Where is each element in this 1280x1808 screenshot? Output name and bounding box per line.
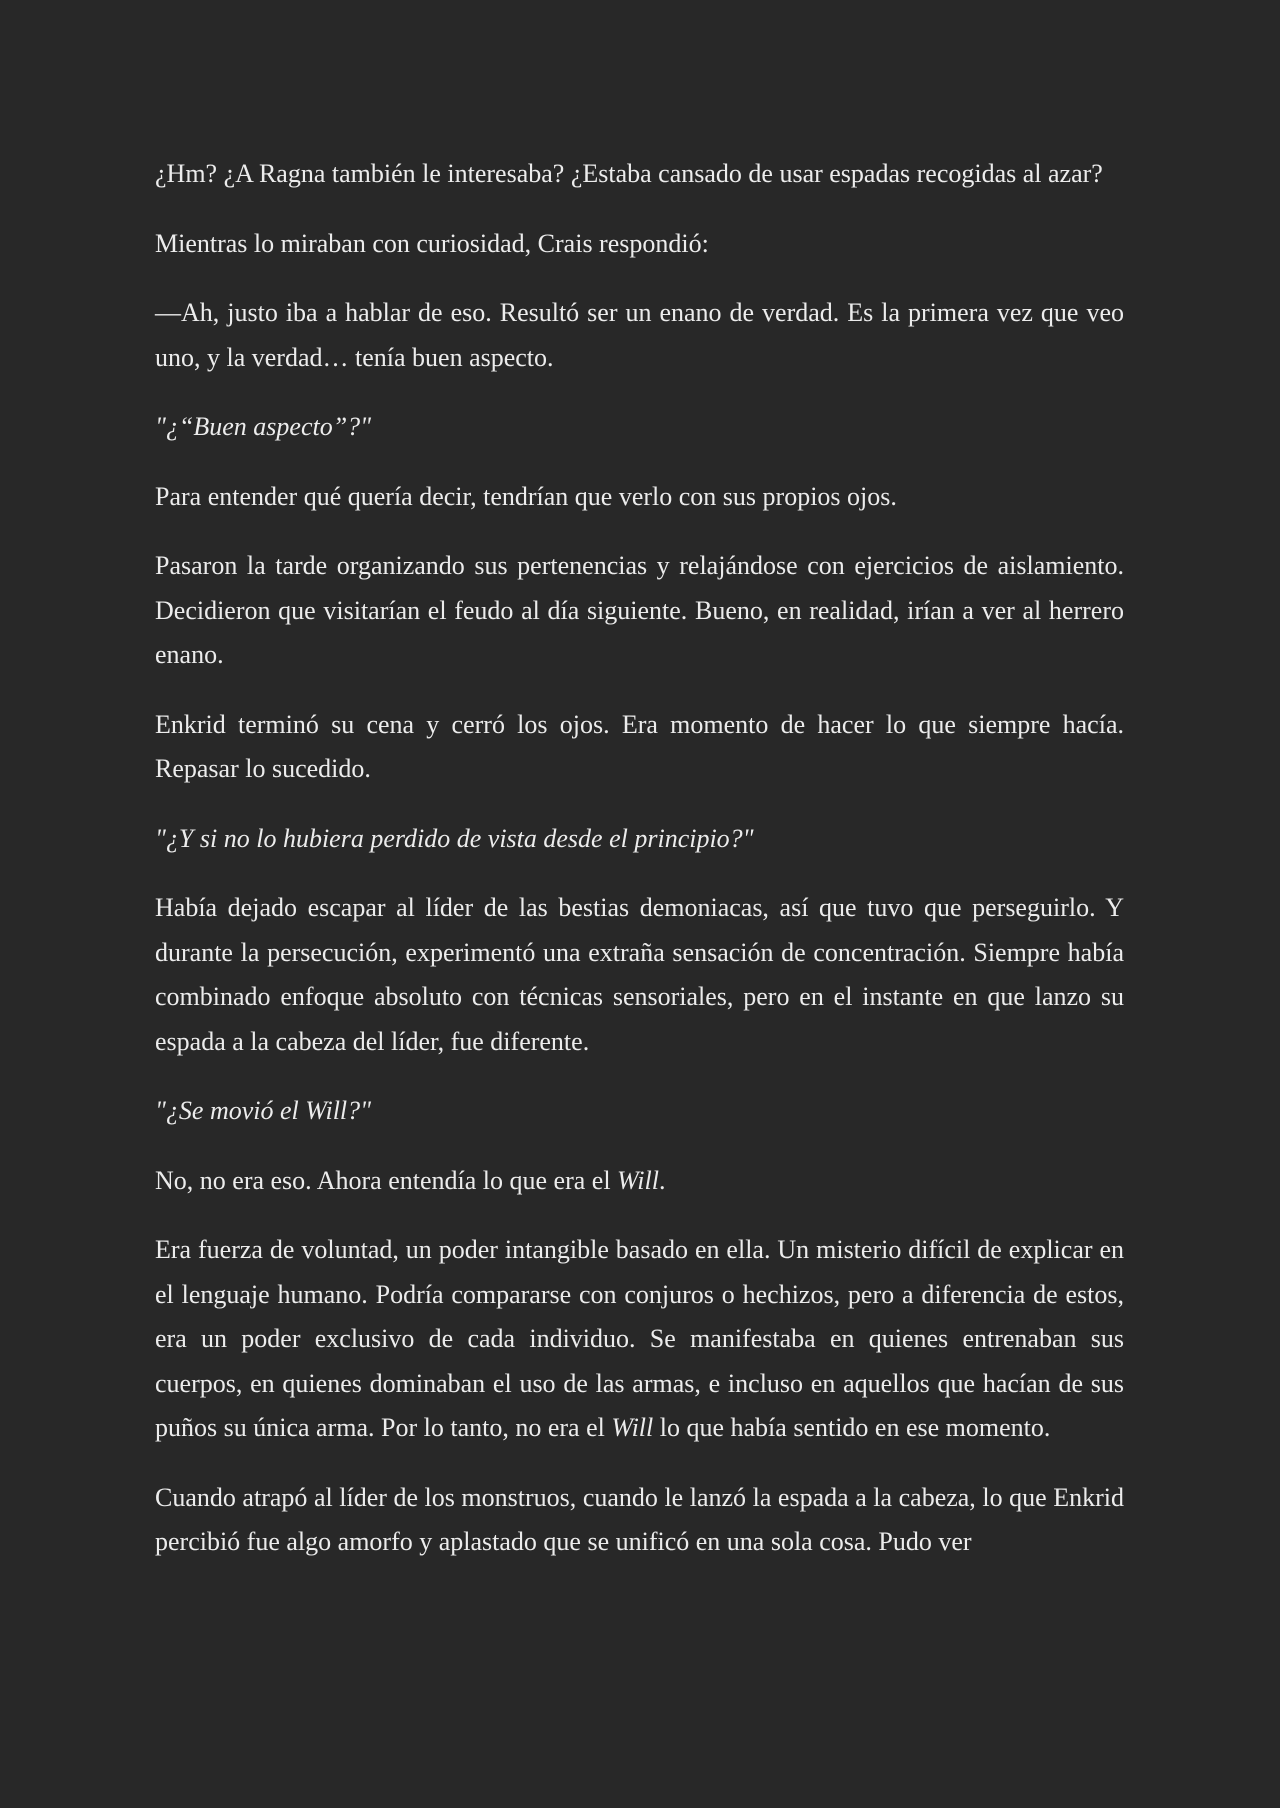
inner-thought: "¿Y si no lo hubiera perdido de vista desde el principio?" [155, 823, 754, 853]
inner-thought: "¿“Buen aspecto”?" [155, 412, 372, 441]
emphasized-term: Will [611, 1413, 654, 1442]
paragraph-text: . [658, 1165, 666, 1195]
paragraph [155, 1159, 1124, 1204]
paragraph: Pasaron la tarde organizando sus pertenencias y relajándose con ejercicios de aislamiento. Decidieron que visitarían el feudo al día siguiente. Bueno, en realidad, irían a ver al herrero enano. [155, 551, 1124, 669]
paragraph: Enkrid terminó su cena y cerró los ojos. Era momento de hacer lo que siempre hacía. Repasar lo sucedido. [155, 709, 1124, 783]
emphasized-term: Will [617, 1165, 659, 1195]
dialogue-paragraph: —Ah, justo iba a hablar de eso. Resultó ser un enano de verdad. Es la primera vez que veo uno, y la verdad… tenía buen aspecto. [155, 298, 1124, 372]
paragraph-text: Era fuerza de voluntad, un poder intangible basado en ella. Un misterio difícil de explicar en el lenguaje humano. Podría compararse con conjuros o hechizos, pero a diferencia de estos, era un poder exclusivo de cada individuo. Se manifestaba en quienes entrenaban sus cuerpos, en quienes dominaban el uso de las armas, e incluso en aquellos que hacían de sus puños su única arma. Por lo tanto, no era el [155, 1235, 1124, 1442]
inner-thought: "¿Se movió el Will?" [155, 1096, 372, 1125]
paragraph: Cuando atrapó al líder de los monstruos, cuando le lanzó la espada a la cabeza, lo que Enkrid percibió fue algo amorfo y aplastado que se unificó en una sola cosa. Pudo ver [155, 1482, 1124, 1556]
paragraph: ¿Hm? ¿A Ragna también le interesaba? ¿Estaba cansado de usar espadas recogidas al azar? [155, 159, 1103, 188]
reader-page [155, 152, 1124, 1590]
paragraph-text: lo que había sentido en ese momento. [653, 1413, 1051, 1442]
paragraph: Para entender qué quería decir, tendrían que verlo con sus propios ojos. [155, 481, 897, 511]
paragraph-text: No, no era eso. Ahora entendía lo que era el [155, 1165, 618, 1195]
paragraph: Mientras lo miraban con curiosidad, Crais respondió: [155, 228, 709, 258]
paragraph: Había dejado escapar al líder de las bestias demoniacas, así que tuvo que perseguirlo. Y durante la persecución, experimentó una extraña sensación de concentración. Siempre había combinado enfoque absoluto con técnicas sensoriales, pero en el instante en que lanzo su espada a la cabeza del líder, fue diferente. [155, 893, 1124, 1056]
paragraph [155, 1228, 1124, 1451]
